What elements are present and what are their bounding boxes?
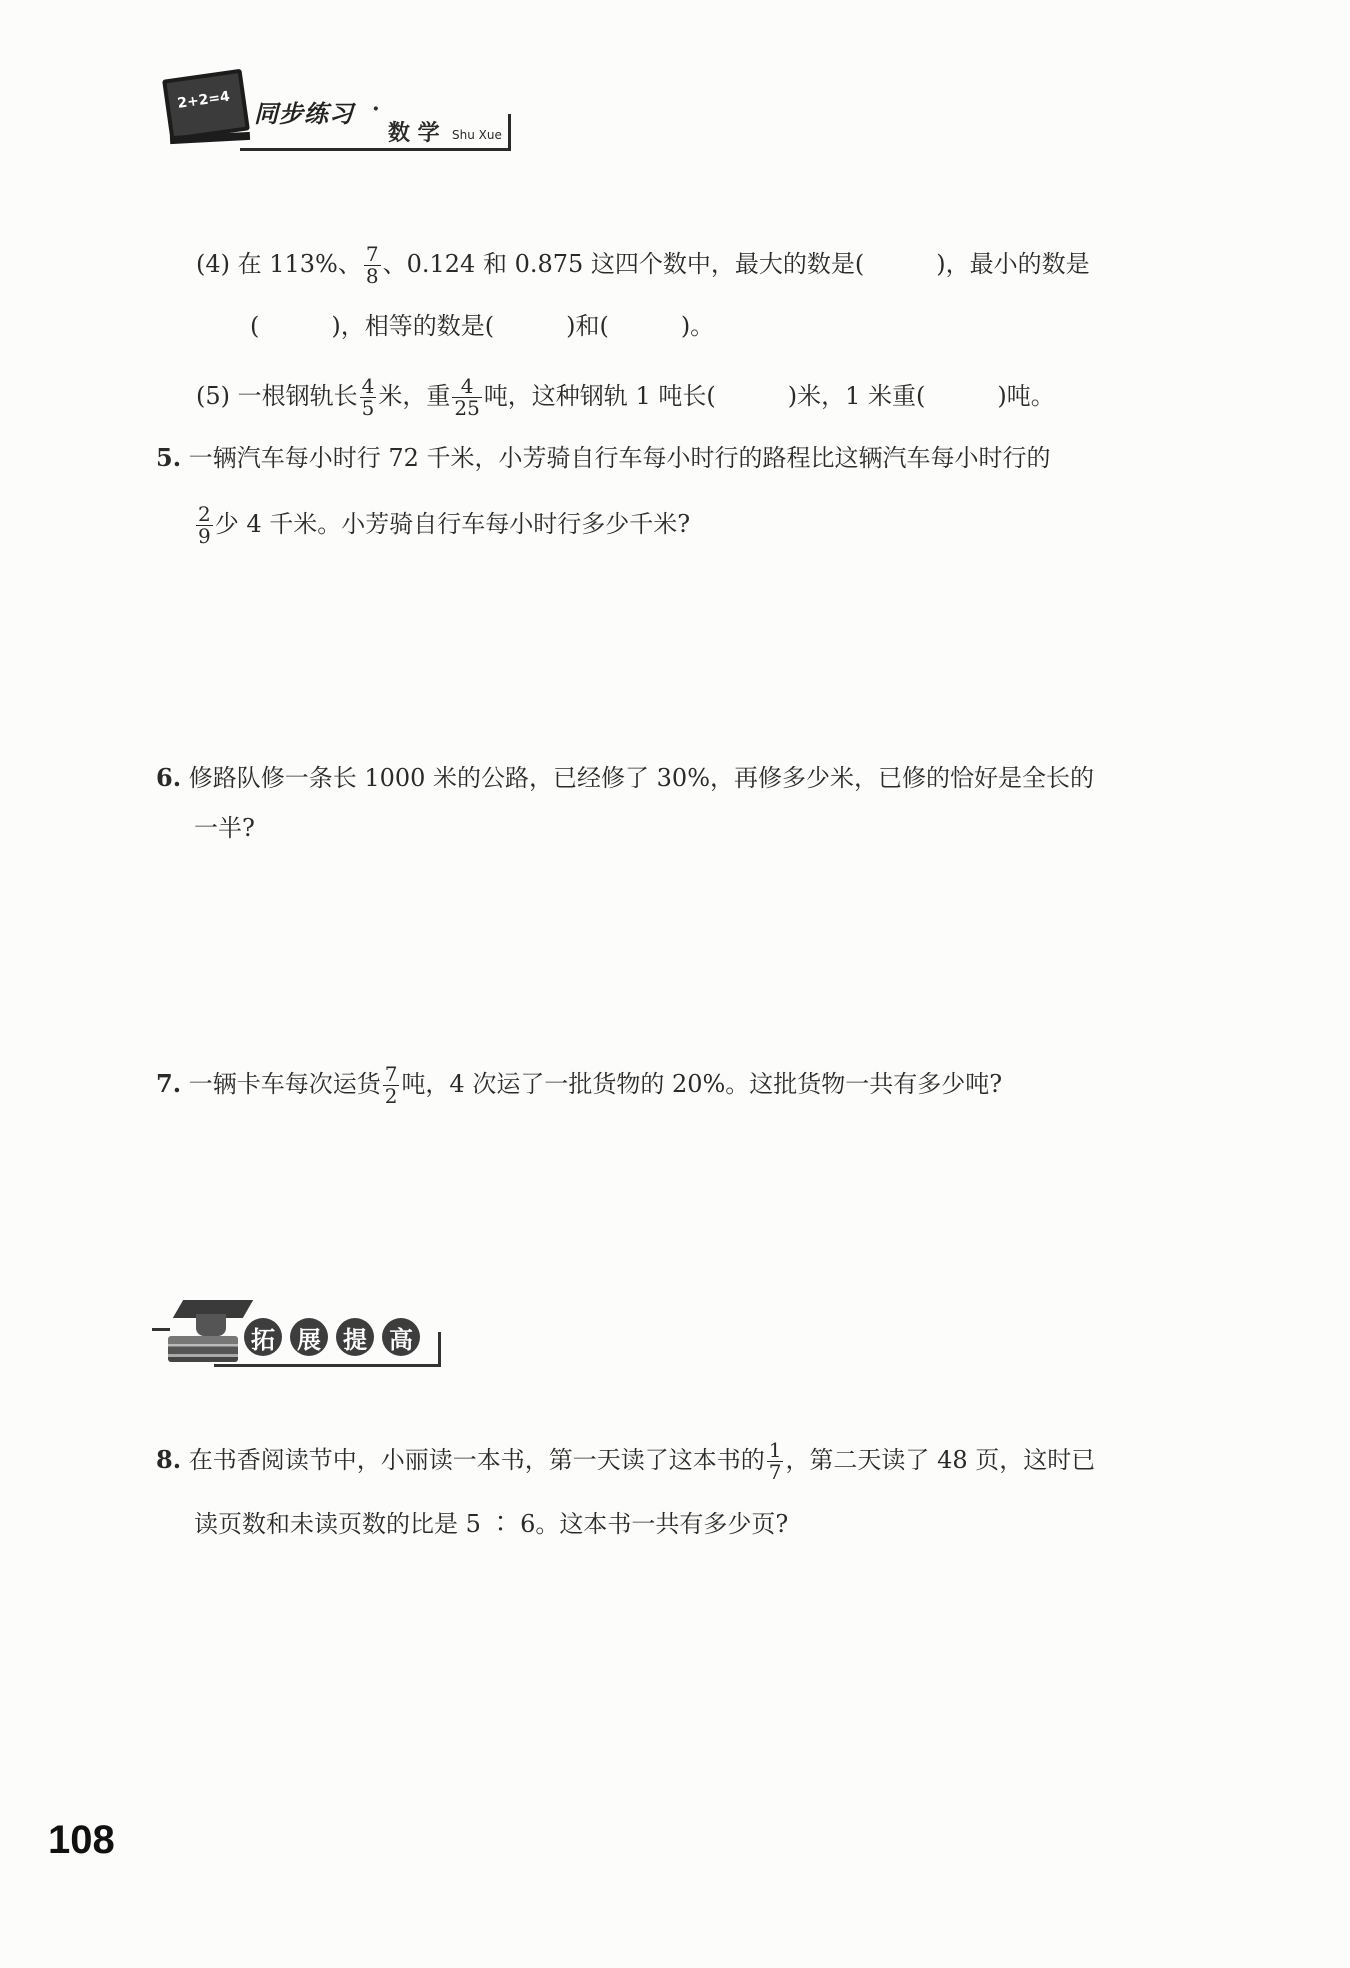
fraction	[452, 376, 481, 419]
subject-title: 数 学	[388, 121, 440, 146]
text: 在书香阅读节中，小丽读一本书，第一天读了这本书的	[188, 1446, 765, 1474]
series-title: 同步练习	[254, 100, 354, 128]
graduation-cap-base-icon	[196, 1314, 226, 1336]
text: 米，重	[378, 382, 451, 410]
banner-bracket	[438, 1332, 441, 1367]
header-dot: ·	[372, 96, 380, 122]
question-6-line-1	[156, 763, 1095, 792]
header-bracket	[508, 114, 511, 151]
text: 、0.124 和 0.875 这四个数中，最大的数是( )，最小的数是	[382, 250, 1090, 278]
denominator: 5	[361, 396, 375, 420]
section-char: 高	[382, 1318, 420, 1356]
question-5-line-2	[194, 504, 690, 547]
fraction	[383, 1064, 400, 1107]
section-banner	[152, 1292, 442, 1372]
numerator: 7	[384, 1062, 398, 1086]
question-number: 8.	[156, 1445, 182, 1474]
text: (4) 在 113%、	[196, 250, 362, 278]
fraction	[196, 504, 213, 547]
numerator: 2	[198, 502, 211, 526]
numerator: 4	[361, 374, 375, 398]
denominator: 25	[454, 396, 480, 420]
chalkboard-icon	[162, 69, 250, 142]
header-underline	[240, 148, 510, 151]
page-header	[160, 68, 520, 163]
question-5-sub-line	[196, 376, 1055, 419]
section-char: 拓	[244, 1318, 282, 1356]
text: ，第二天读了 48 页，这时已	[785, 1446, 1096, 1474]
denominator: 9	[198, 524, 211, 548]
denominator: 2	[384, 1084, 398, 1108]
numerator: 7	[365, 242, 379, 266]
question-number: 5.	[156, 443, 182, 472]
denominator: 8	[365, 264, 379, 288]
question-8-line-1	[156, 1440, 1095, 1483]
fraction	[364, 244, 381, 287]
text: (5) 一根钢轨长	[196, 382, 358, 410]
fraction	[767, 1440, 784, 1483]
banner-underline	[214, 1364, 440, 1367]
subject-pinyin: Shu Xue	[452, 128, 502, 142]
books-icon	[168, 1336, 238, 1362]
tassel-icon	[152, 1328, 170, 1331]
page-number: 108	[48, 1818, 115, 1862]
text: 吨，4 次运了一批货物的 20%。这批货物一共有多少吨?	[401, 1070, 1003, 1098]
text: 一辆汽车每小时行 72 千米，小芳骑自行车每小时行的路程比这辆汽车每小时行的	[188, 444, 1051, 472]
question-4-sub-line-1	[196, 244, 1090, 287]
question-8-line-2: 读页数和未读页数的比是 5 ∶ 6。这本书一共有多少页?	[194, 1510, 789, 1538]
question-number: 7.	[156, 1069, 182, 1098]
denominator: 7	[768, 1460, 782, 1484]
text: 一辆卡车每次运货	[188, 1070, 381, 1098]
chalkboard-text: 2+2=4	[176, 88, 231, 112]
question-7-line	[156, 1064, 1002, 1107]
numerator: 1	[768, 1438, 782, 1462]
text: 吨，这种钢轨 1 吨长( )米，1 米重( )吨。	[483, 382, 1055, 410]
text: 少 4 千米。小芳骑自行车每小时行多少千米?	[214, 510, 691, 538]
section-char: 提	[336, 1318, 374, 1356]
question-5-line-1	[156, 443, 1051, 472]
fraction	[360, 376, 377, 419]
question-number: 6.	[156, 763, 182, 792]
section-char: 展	[290, 1318, 328, 1356]
numerator: 4	[460, 374, 474, 398]
text: 修路队修一条长 1000 米的公路，已经修了 30%，再修多少米，已修的恰好是全长的	[188, 764, 1095, 792]
question-6-line-2: 一半?	[194, 814, 255, 842]
question-4-sub-line-2: ( )，相等的数是( )和( )。	[250, 312, 715, 340]
